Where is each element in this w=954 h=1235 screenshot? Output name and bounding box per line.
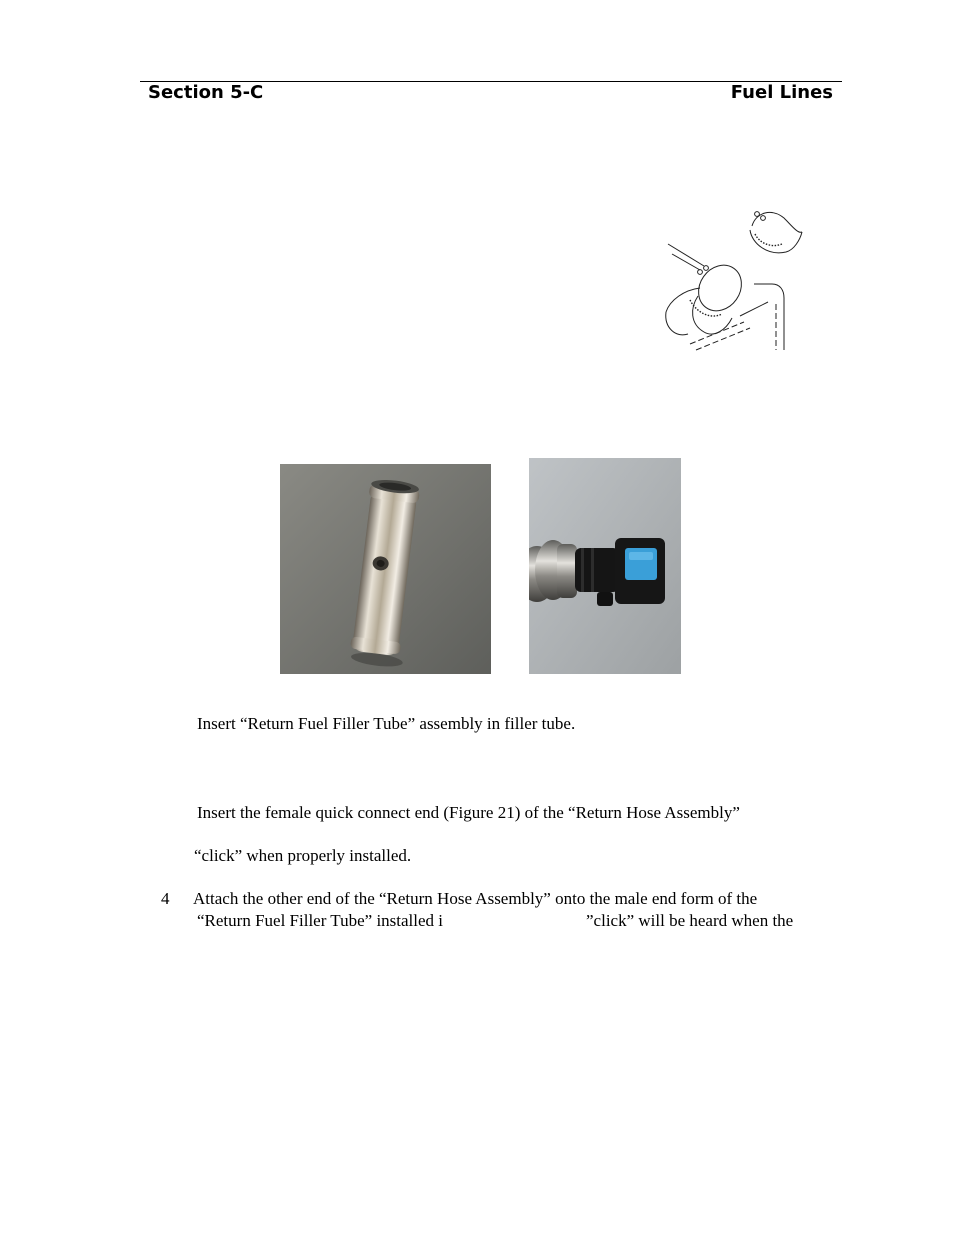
step-4-number: 4 <box>161 889 170 908</box>
step-4-line-2b: ”click” will be heard when the <box>586 911 794 930</box>
section-label: Section 5-C <box>148 82 264 103</box>
step-2-text: Insert the female quick connect end (Figure 21) of the “Return Hose Assembly” <box>197 803 740 822</box>
hose-clamp-illustration <box>660 204 810 354</box>
female-quick-connect-photo <box>529 458 681 674</box>
step-4-line-2a: “Return Fuel Filler Tube” installed i <box>197 911 444 930</box>
return-fuel-filler-tube-photo <box>280 464 491 674</box>
page-title: Fuel Lines <box>730 82 833 103</box>
step-4-line-1: Attach the other end of the “Return Hose Assembly” onto the male end form of the <box>193 889 758 908</box>
step-1-text: Insert “Return Fuel Filler Tube” assembly in filler tube. <box>197 714 576 733</box>
step-2-line-3: “click” when properly installed. <box>194 846 412 865</box>
